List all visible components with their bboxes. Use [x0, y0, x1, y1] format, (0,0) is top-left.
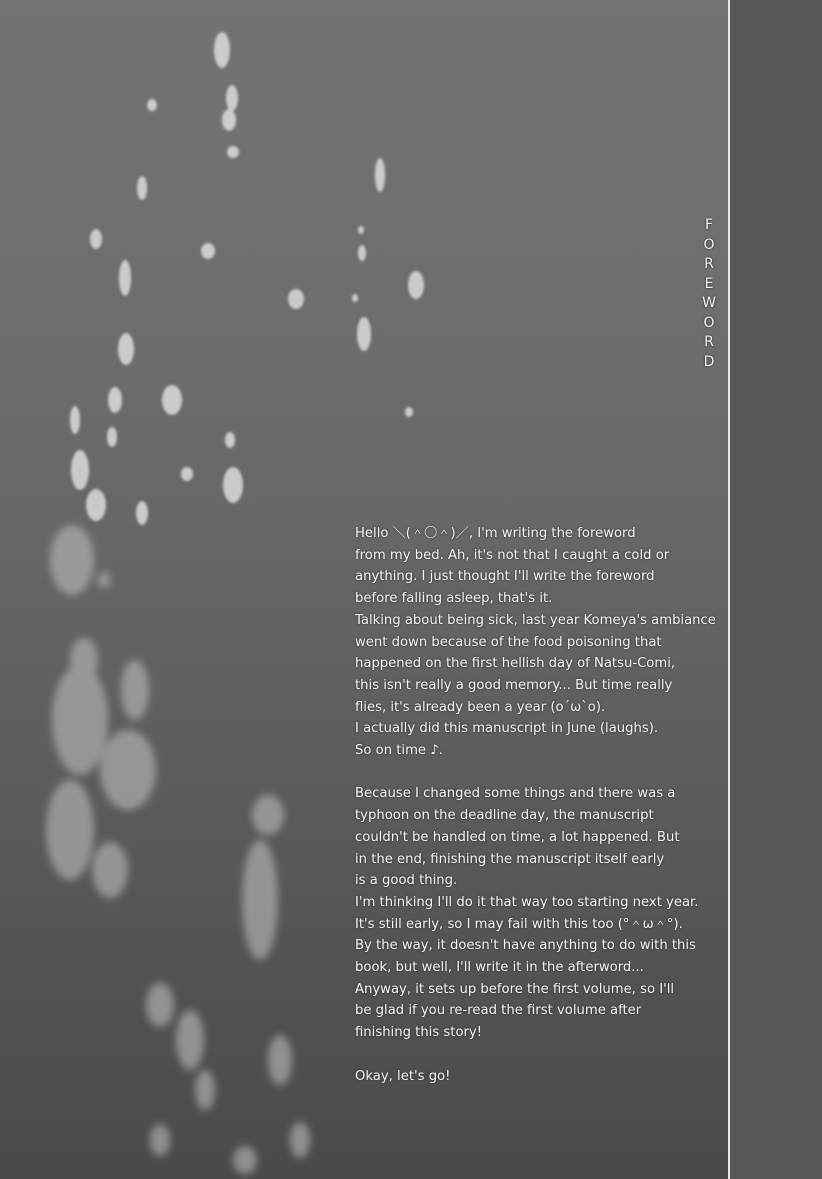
text-line: It's still early, so I may fail with this too (°＾ω＾°).	[355, 916, 683, 932]
text-line: this isn't really a good memory... But time really	[355, 677, 673, 693]
text-line: happened on the first hellish day of Natsu-Comi,	[355, 656, 676, 672]
text-line: be glad if you re-read the first volume after	[355, 1003, 642, 1019]
text-line: in the end, finishing the manuscript itself early	[355, 851, 665, 867]
text-line: flies, it's already been a year (o´ω`o).	[355, 699, 606, 715]
text-line: Talking about being sick, last year Komeya's ambiance	[355, 612, 716, 628]
text-line: couldn't be handled on time, a lot happened. But	[355, 829, 680, 845]
text-line: Because I changed some things and there was a	[355, 786, 676, 802]
text-line: typhoon on the deadline day, the manuscript	[355, 808, 654, 824]
paragraph-1	[355, 523, 725, 762]
text-line: By the way, it doesn't have anything to do with this	[355, 938, 696, 954]
side-margin-panel	[730, 0, 822, 1179]
text-line: So on time ♪.	[355, 743, 443, 759]
text-line: finishing this story!	[355, 1025, 483, 1041]
text-line: I actually did this manuscript in June (laughs).	[355, 721, 659, 737]
paragraph-3	[355, 1066, 725, 1088]
text-line: from my bed. Ah, it's not that I caught a cold or	[355, 547, 670, 563]
foreword-text	[355, 523, 725, 1087]
foreword-vertical-title: FOREWORD	[702, 217, 716, 370]
paragraph-2	[355, 783, 725, 1043]
text-line: book, but well, I'll write it in the afterword...	[355, 960, 644, 976]
text-line: Anyway, it sets up before the first volume, so I'll	[355, 981, 675, 997]
text-line: is a good thing.	[355, 873, 458, 889]
text-line: I'm thinking I'll do it that way too starting next year.	[355, 894, 699, 910]
text-line: Okay, let's go!	[355, 1068, 451, 1084]
text-line: Hello ＼(＾〇＾)／, I'm writing the foreword	[355, 526, 636, 541]
text-line: before falling asleep, that's it.	[355, 591, 553, 607]
text-line: went down because of the food poisoning that	[355, 634, 662, 650]
text-line: anything. I just thought I'll write the foreword	[355, 569, 655, 585]
